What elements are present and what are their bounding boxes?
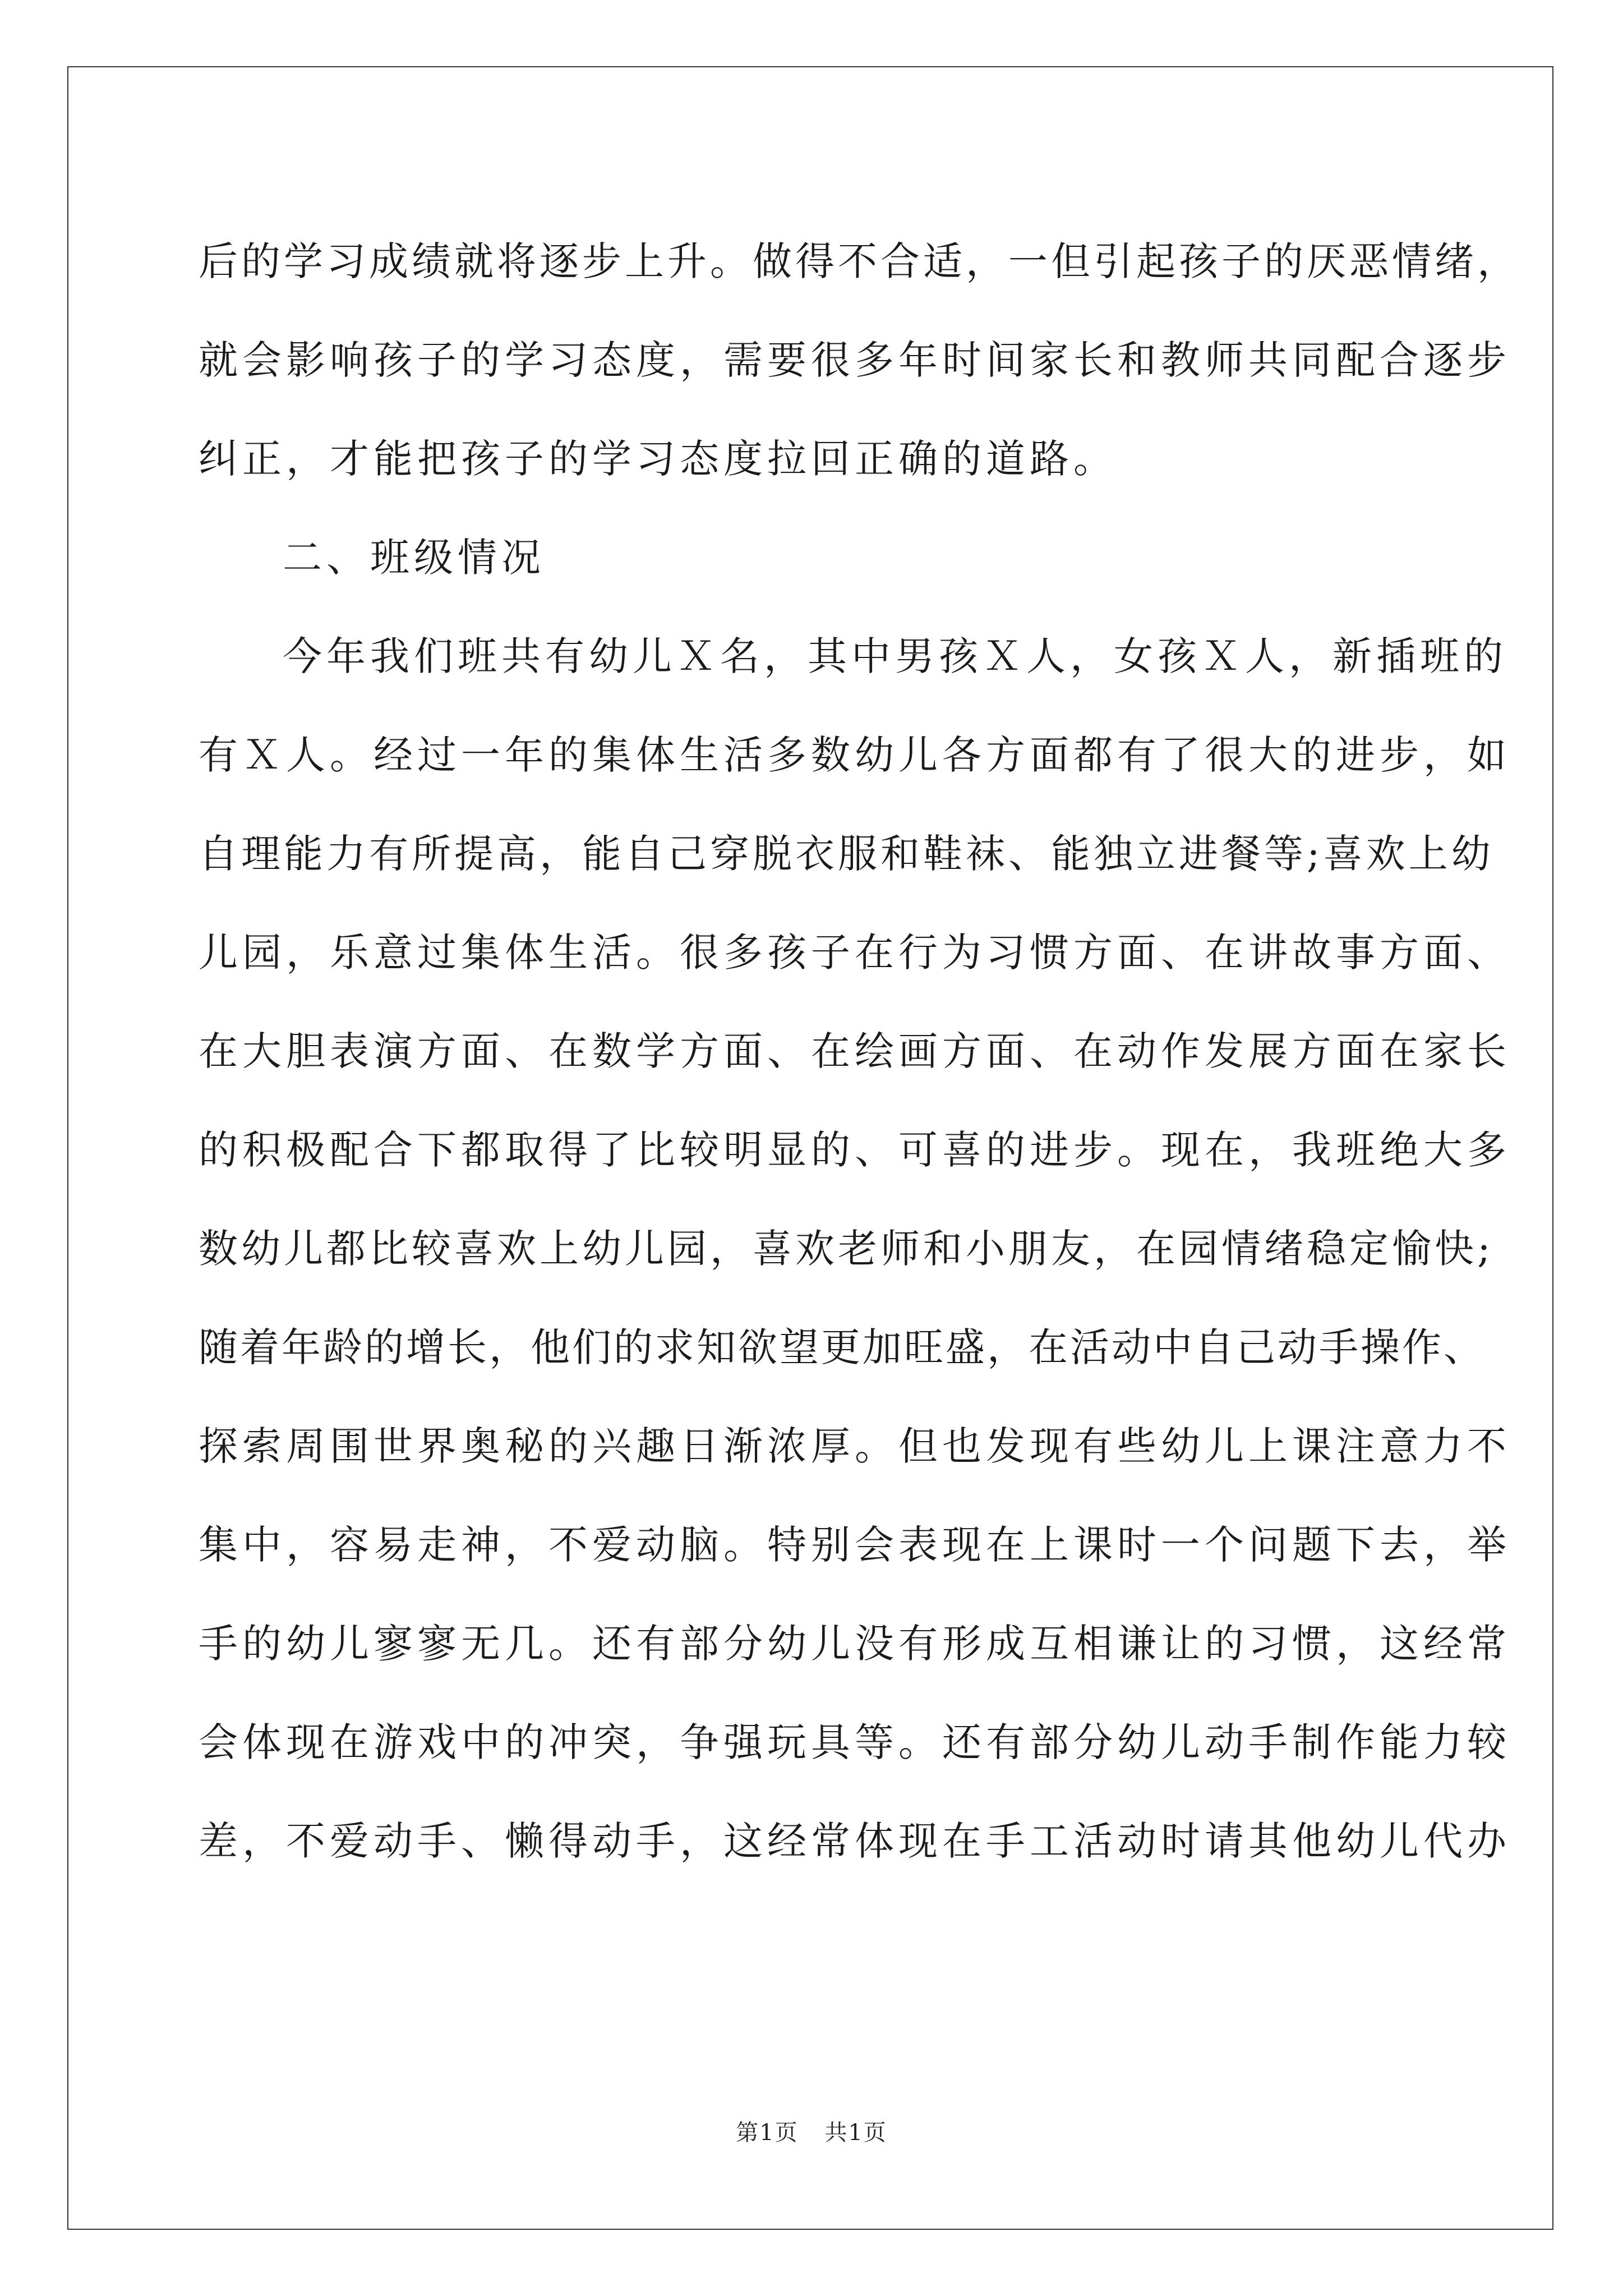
- text-line: 自理能力有所提高，能自己穿脱衣服和鞋袜、能独立进餐等;喜欢上幼: [199, 831, 1494, 877]
- text-line: 数幼儿都比较喜欢上幼儿园，喜欢老师和小朋友，在园情绪稳定愉快;: [199, 1226, 1494, 1272]
- text-line: 的积极配合下都取得了比较明显的、可喜的进步。现在，我班绝大多: [199, 1127, 1511, 1173]
- text-line: 会体现在游戏中的冲突，争强玩具等。还有部分幼儿动手制作能力较: [199, 1719, 1511, 1765]
- text-line: 在大胆表演方面、在数学方面、在绘画方面、在动作发展方面在家长: [199, 1028, 1511, 1074]
- text-line: 今年我们班共有幼儿Ｘ名，其中男孩Ｘ人，女孩Ｘ人，新插班的: [283, 633, 1507, 679]
- text-line: 后的学习成绩就将逐步上升。做得不合适，一但引起孩子的厌恶情绪，: [199, 238, 1520, 284]
- text-line: 随着年龄的增长，他们的求知欲望更加旺盛，在活动中自己动手操作、: [199, 1324, 1485, 1370]
- text-line: 探索周围世界奥秘的兴趣日渐浓厚。但也发现有些幼儿上课注意力不: [199, 1423, 1511, 1469]
- text-line: 就会影响孩子的学习态度，需要很多年时间家长和教师共同配合逐步: [199, 337, 1511, 383]
- text-line: 差，不爱动手、懒得动手，这经常体现在手工活动时请其他幼儿代办: [199, 1818, 1511, 1864]
- page-total: 共1页: [824, 2120, 887, 2146]
- text-line: 儿园，乐意过集体生活。很多孩子在行为习惯方面、在讲故事方面、: [199, 930, 1511, 976]
- page-number: 第1页: [736, 2120, 799, 2146]
- text-line: 有Ｘ人。经过一年的集体生活多数幼儿各方面都有了很大的进步，如: [199, 732, 1511, 778]
- text-line: 手的幼儿寥寥无几。还有部分幼儿没有形成互相谦让的习惯，这经常: [199, 1621, 1511, 1667]
- section-heading: 二、班级情况: [283, 535, 545, 581]
- text-line: 纠正，才能把孩子的学习态度拉回正确的道路。: [199, 436, 1117, 482]
- page-footer: [0, 2115, 1623, 2147]
- text-line: 集中，容易走神，不爱动脑。特别会表现在上课时一个问题下去，举: [199, 1522, 1511, 1568]
- document-body: [199, 212, 1520, 1890]
